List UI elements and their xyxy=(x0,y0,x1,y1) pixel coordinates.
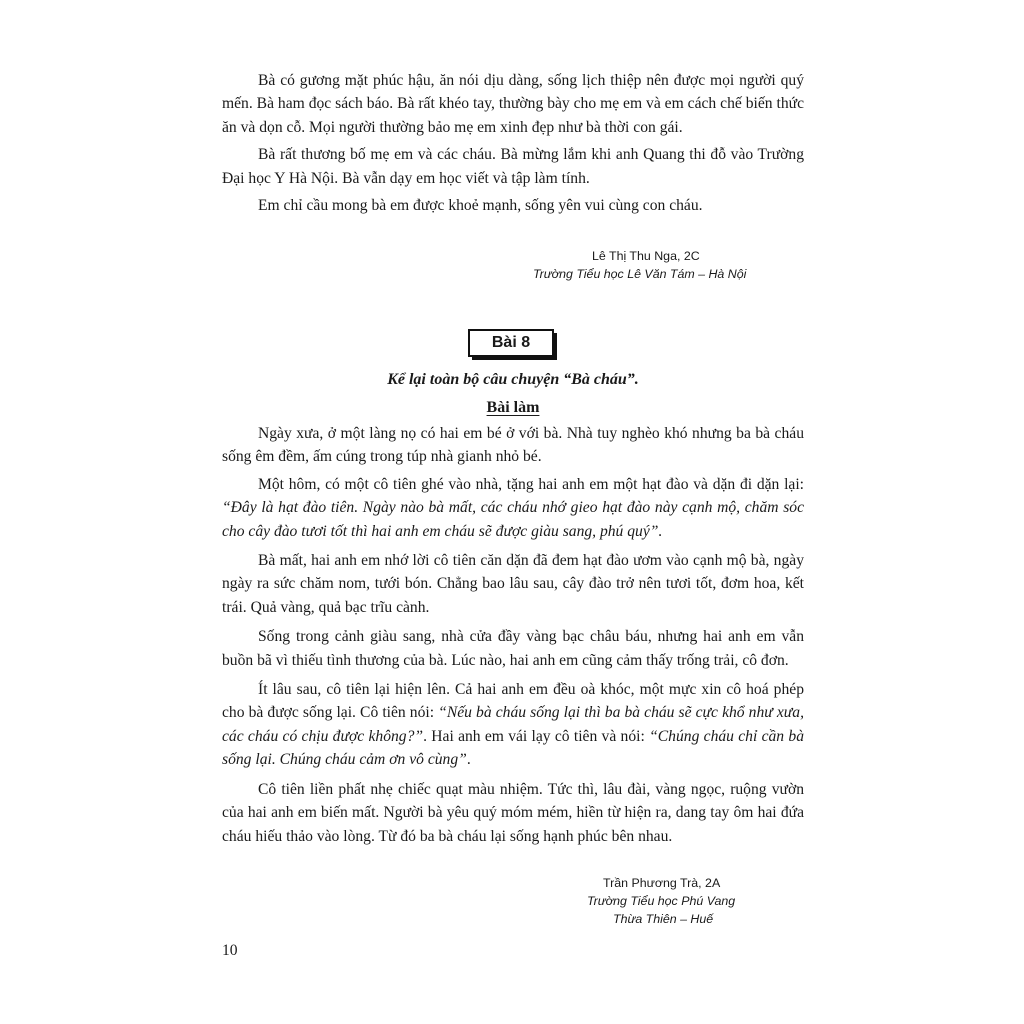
paragraph-text: Một hôm, có một cô tiên ghé vào nhà, tặng hai anh em một hạt đào và dặn đi dặn lại: xyxy=(258,475,804,493)
paragraph: Ngày xưa, ở một làng nọ có hai em bé ở với bà. Nhà tuy nghèo khó nhưng ba bà cháu sống êm đềm, ấm cúng trong túp nhà gianh nhỏ bé. xyxy=(222,425,804,466)
quote: “Đây là hạt đào tiên. Ngày nào bà mất, các cháu nhớ gieo hạt đào này cạnh mộ, chăm sóc cho cây đào tươi tốt thì hai anh em cháu sẽ được giàu sang, phú quý”. xyxy=(222,499,804,540)
paragraph xyxy=(222,678,804,772)
essay-place: Thừa Thiên – Huế xyxy=(613,912,714,926)
paragraph: Bà mất, hai anh em nhớ lời cô tiên căn dặn đã đem hạt đào ươm vào cạnh mộ bà, ngày ngày ra sức chăm nom, tưới bón. Chẳng bao lâu sau, cây đào trở nên tươi tốt, đơm hoa, kết trái. Quả vàng, quả bạc trĩu cành. xyxy=(222,552,804,616)
paragraph: Bà có gương mặt phúc hậu, ăn nói dịu dàng, sống lịch thiệp nên được mọi người quý mến. Bà ham đọc sách báo. Bà rất khéo tay, thường bày cho mẹ em và em cách chế biến thức ăn và dọn cỗ. Mọi người thường bảo mẹ em xinh đẹp như bà thời con gái. xyxy=(222,72,804,136)
paragraph xyxy=(222,473,804,543)
intro-text xyxy=(222,69,804,217)
lesson-prompt: Kể lại toàn bộ câu chuyện “Bà cháu”. xyxy=(387,371,639,388)
paragraph: Cô tiên liền phất nhẹ chiếc quạt màu nhiệm. Tức thì, lâu đài, vàng ngọc, ruộng vườn của hai anh em biến mất. Người bà yêu quý móm mém, hiền từ hiện ra, dang tay ôm hai đứa cháu hiếu thảo vào lòng. Từ đó ba bà cháu lại sống hạnh phúc bên nhau. xyxy=(222,780,804,845)
paragraph: Sống trong cảnh giàu sang, nhà cửa đầy vàng bạc châu báu, nhưng hai anh em vẫn buồn bã vì thiếu tình thương của bà. Lúc nào, hai anh em cũng cảm thấy trống trải, cô đơn. xyxy=(222,628,804,669)
page-number: 10 xyxy=(222,942,238,959)
essay-school: Trường Tiểu học Phú Vang xyxy=(587,894,736,908)
paragraph: Bà rất thương bố mẹ em và các cháu. Bà mừng lắm khi anh Quang thi đỗ vào Trường Đại học Y Hà Nội. Bà vẫn dạy em học viết và tập làm tính. xyxy=(222,146,804,187)
lesson-label-box: Bài 8 xyxy=(468,329,554,357)
intro-school: Trường Tiểu học Lê Văn Tám – Hà Nội xyxy=(533,267,747,281)
quote: “Nếu bà cháu sống lại thì ba bà cháu sẽ cực khổ như xưa, các cháu có chịu được không?” xyxy=(222,704,804,745)
paragraph-text: . Hai anh em vái lạy cô tiên và nói: xyxy=(423,727,650,745)
intro-author: Lê Thị Thu Nga, 2C xyxy=(592,249,700,263)
essay-text xyxy=(222,422,804,848)
quote: “Chúng cháu chỉ cần bà sống lại. Chúng cháu cảm ơn vô cùng” xyxy=(222,727,804,769)
paragraph-text: . xyxy=(466,751,471,769)
paragraph-text: Ít lâu sau, cô tiên lại hiện lên. Cả hai anh em đều oà khóc, một mực xin cô hoá phép cho bà được sống lại. Cô tiên nói: xyxy=(222,681,804,722)
essay-author: Trần Phương Trà, 2A xyxy=(603,876,721,890)
lesson-heading: Bài làm xyxy=(486,399,540,416)
paragraph: Em chỉ cầu mong bà em được khoẻ mạnh, sống yên vui cùng con cháu. xyxy=(258,197,703,215)
